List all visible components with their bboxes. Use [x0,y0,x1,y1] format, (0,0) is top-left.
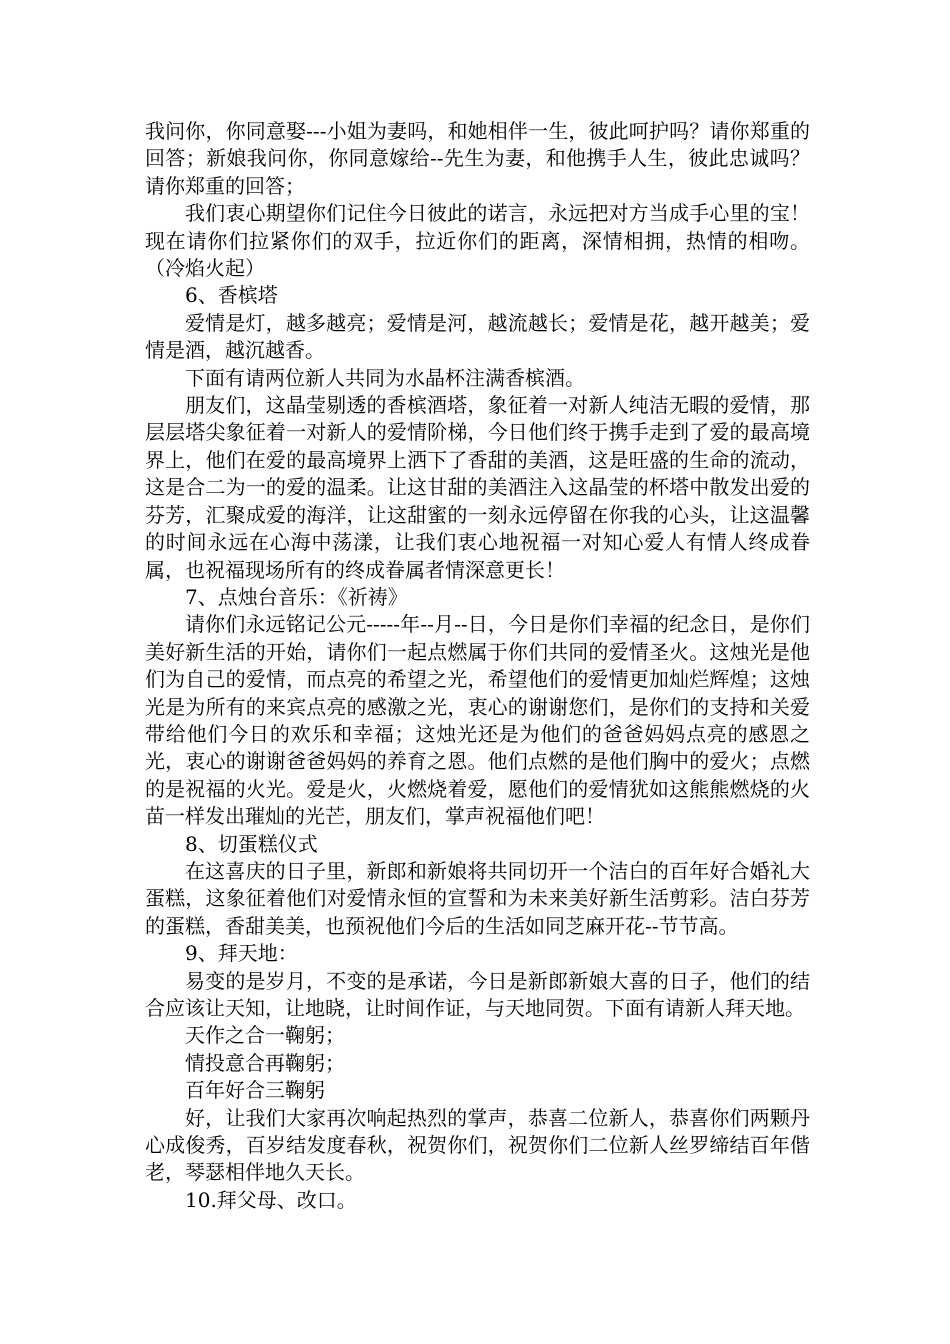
paragraph-love-metaphor: 爱情是灯，越多越亮；爱情是河，越流越长；爱情是花，越开越美；爱情是酒，越沉越香。 [145,310,810,363]
document-body [145,118,810,1214]
bow-line-third: 百年好合三鞠躬 [185,1078,325,1103]
bow-line-second: 情投意合再鞠躬； [185,1050,345,1075]
section-heading-champagne-tower: 6、香槟塔 [185,283,278,308]
paragraph-candle-lighting: 请你们永远铭记公元-----年--月--日，今日是你们幸福的纪念日，是你们美好新生活的开始，请你们一起点燃属于你们共同的爱情圣火。这烛光是他们为自己的爱情，而点亮的希望之光，希望他们的爱情更加灿烂辉煌；这烛光是为所有的来宾点亮的感激之光，衷心的谢谢您们，是你们的支持和关爱带给他们今日的欢乐和幸福；这烛光还是为他们的爸爸妈妈点亮的感恩之光，衷心的谢谢爸爸妈妈的养育之恩。他们点燃的是他们胸中的爱火；点燃的是祝福的火光。爱是火，火燃烧着爱，愿他们的爱情犹如这熊熊燃烧的火苗一样发出璀灿的光芒，朋友们，掌声祝福他们吧！ [145,612,810,829]
paragraph-vow-question: 我问你，你同意娶---小姐为妻吗，和她相伴一生，彼此呵护吗？请你郑重的回答；新娘我问你，你同意嫁给--先生为妻，和他携手人生，彼此忠诚吗？请你郑重的回答； [145,119,810,198]
section-heading-parents: 10.拜父母、改口。 [185,1187,357,1212]
paragraph-champagne-tower: 朋友们，这晶莹剔透的香槟酒塔，象征着一对新人纯洁无暇的爱情，那层层塔尖象征着一对新人的爱情阶梯，今日他们终于携手走到了爱的最高境界上，他们在爱的最高境界上洒下了香甜的美酒，这是旺盛的生命的流动，这是合二为一的爱的温柔。让这甘甜的美酒注入这晶莹的杯塔中散发出爱的芬芳，汇聚成爱的海洋，让这甜蜜的一刻永远停留在你我的心头，让这温馨的时间永远在心海中荡漾，让我们衷心地祝福一对知心爱人有情人终成眷属，也祝福现场所有的终成眷属者情深意更长！ [145,393,810,582]
section-heading-worship-heaven-earth: 9、拜天地： [185,941,298,966]
paragraph-worship-heaven-earth: 易变的是岁月，不变的是承诺，今日是新郎新娘大喜的日子，他们的结合应该让天知，让地晓，让时间作证，与天地同贺。下面有请新人拜天地。 [145,968,810,1020]
paragraph-champagne-invite: 下面有请两位新人共同为水晶杯注满香槟酒。 [185,365,585,390]
paragraph-cake-cutting: 在这喜庆的日子里，新郎和新娘将共同切开一个洁白的百年好合婚礼大蛋糕，这象征着他们对爱情永恒的宣誓和为未来美好新生活剪彩。洁白芬芳的蛋糕，香甜美美，也预祝他们今后的生活如同芝麻开花--节节高。 [145,858,810,938]
paragraph-vow-promise: 我们衷心期望你们记住今日彼此的诺言，永远把对方当成手心里的宝！现在请你们拉紧你们的双手，拉近你们的距离，深情相拥，热情的相吻。（冷焰火起） [145,201,810,281]
paragraph-blessing: 好，让我们大家再次响起热烈的掌声，恭喜二位新人，恭喜你们两颗丹心成俊秀，百岁结发度春秋，祝贺你们，祝贺你们二位新人丝罗缔结百年偕老，琴瑟相伴地久天长。 [145,1105,810,1185]
section-heading-cake-cutting: 8、切蛋糕仪式 [185,831,318,856]
bow-line-first: 天作之合一鞠躬； [185,1023,345,1048]
section-heading-candle-lighting: 7、点烛台音乐：《祈祷》 [185,584,408,609]
